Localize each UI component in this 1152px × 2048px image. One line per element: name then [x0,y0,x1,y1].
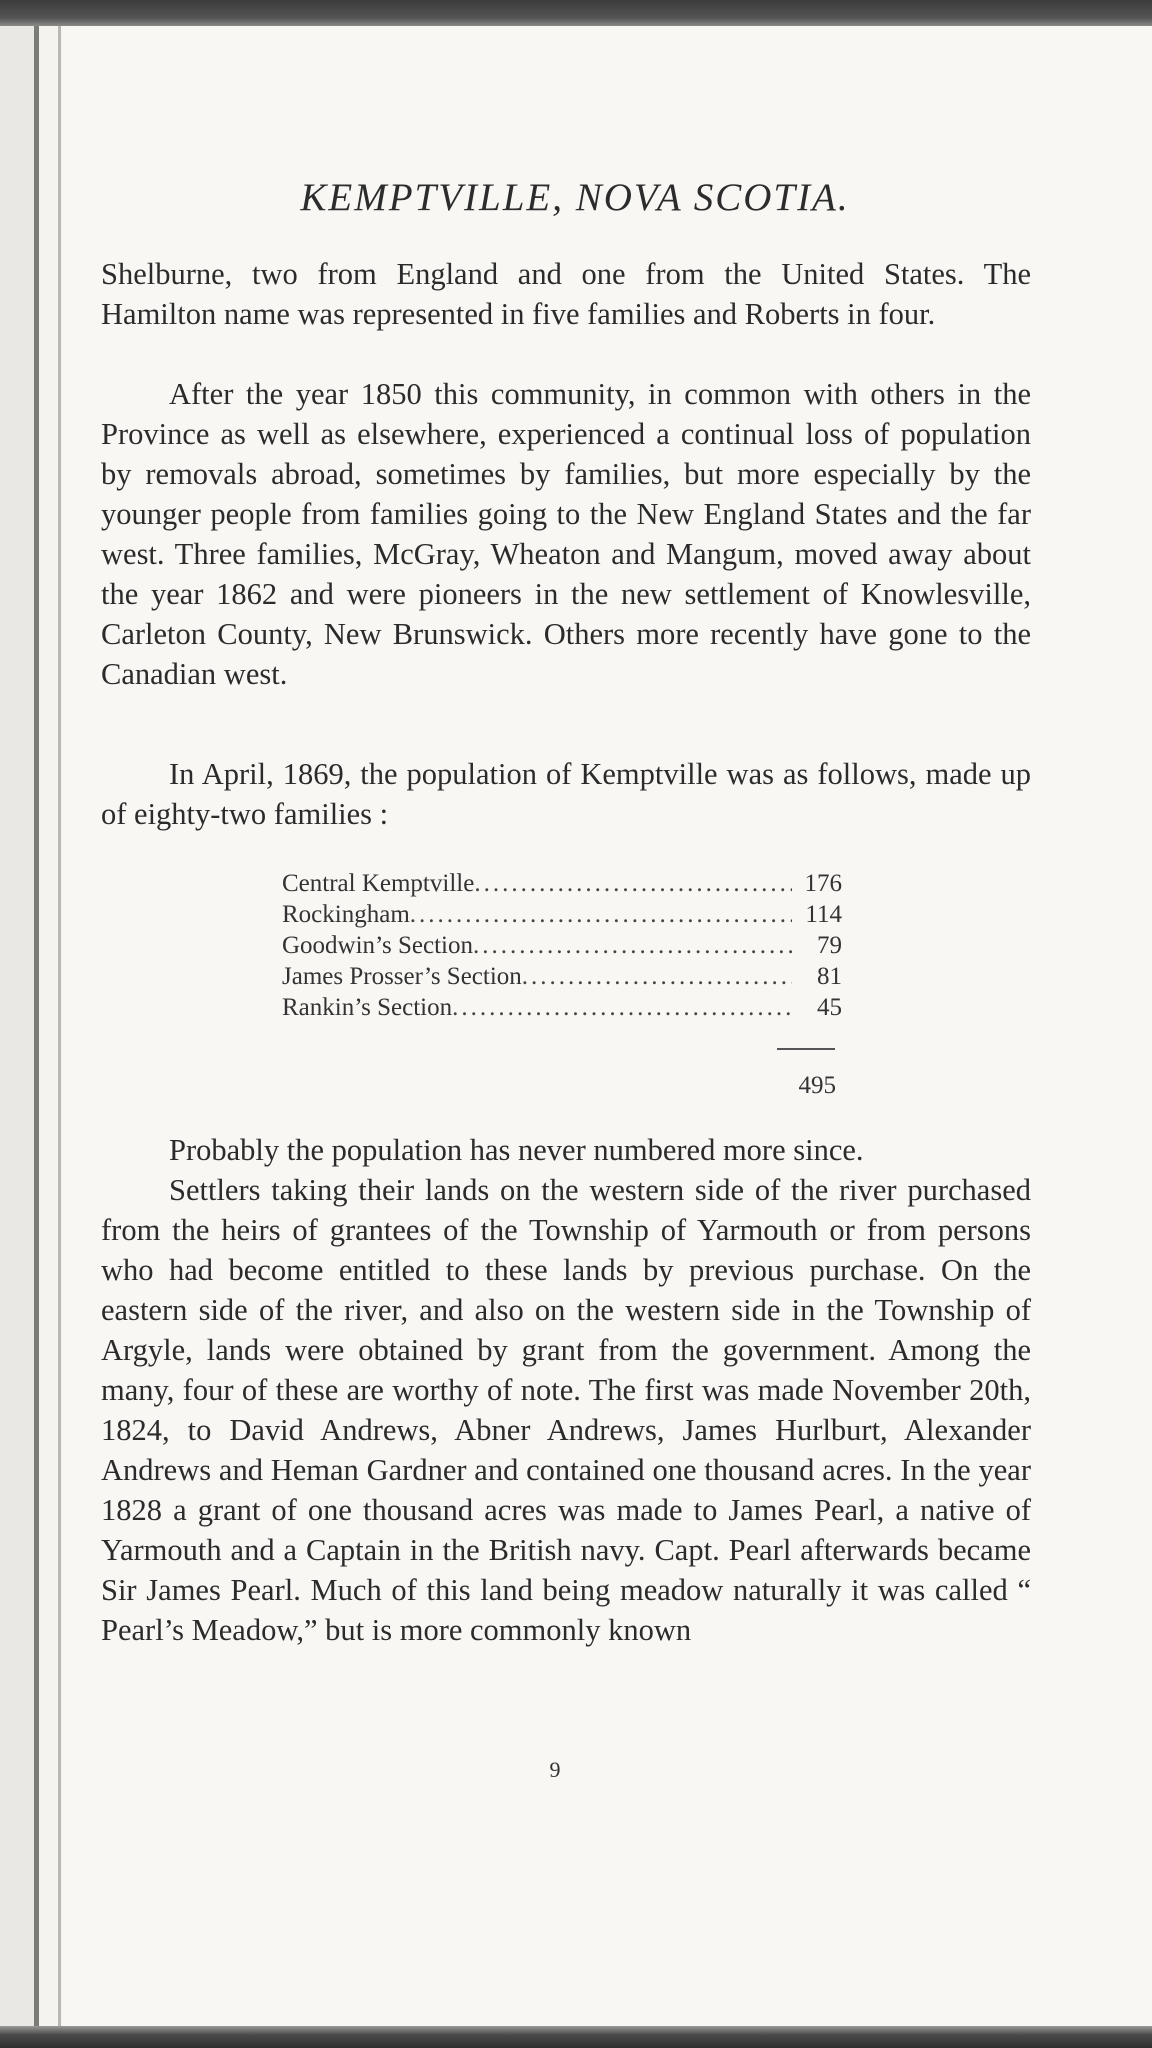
section-population: 176 [804,870,842,897]
dot-leader [473,930,792,961]
section-name: Rankin’s Section [282,994,453,1021]
running-head: KEMPTVILLE, NOVA SCOTIA. [300,176,850,219]
section-name: Goodwin’s Section [282,932,473,959]
binding-edge [34,26,39,2026]
dot-leader [452,992,792,1023]
page-number: 9 [549,1757,561,1782]
page-edge [58,26,61,2026]
section-name: James Prosser’s Section [282,963,522,990]
paragraph-4 [101,1130,1031,1650]
scan-top-edge [0,0,1152,26]
section-name: Rockingham [282,901,410,928]
population-total: 495 [798,1072,836,1099]
section-population: 81 [817,963,842,990]
paragraph-text: Settlers taking their lands on the western side of the river purchased from the heirs of grantees of the Township of Yarmouth or from persons who had become entitled to these lands by previous purchase. On the eastern side of the river, and also on the western side in the Township of Argyle, lands were obtained by grant from the government. Among the many, four of these are worthy of note. The first was made November 20th, 1824, to David Andrews, Abner Andrews, James Hurlburt, Alexander Andrews and Heman Gardner and contained one thousand acres. In the year 1828 a grant of one thousand acres was made to James Pearl, a native of Yarmouth and a Captain in the British navy. Capt. Pearl afterwards became Sir James Pearl. Much of this land being meadow naturally it was called “ Pearl’s Meadow,” but is more commonly known [101,1173,1031,1647]
paragraph-3 [101,754,1031,834]
paragraph-text: After the year 1850 this community, in common with others in the Province as well as elsewhere, experienced a continual loss of population by removals abroad, sometimes by families, but more especially by the younger people from families going to the New England States and the far west. Three families, McGray, Wheaton and Mangum, moved away about the year 1862 and were pioneers in the new settlement of Knowlesville, Carleton County, New Brunswick. Others more recently have gone to the Canadian west. [101,377,1031,691]
total-rule [777,1048,835,1050]
table-row [282,961,842,992]
dot-leader [474,868,792,899]
population-table [282,868,842,1023]
table-row [282,868,842,899]
paragraph-2 [101,374,1031,694]
paragraph-text: Probably the population has never numbered more since. [169,1133,864,1167]
section-population: 45 [817,994,842,1021]
scan-left-margin [0,26,36,2026]
section-name: Central Kemptville [282,870,475,897]
scan-bottom-edge [0,2026,1152,2048]
section-population: 79 [817,932,842,959]
table-row [282,899,842,930]
paragraph-text: In April, 1869, the population of Kemptville was as follows, made up of eighty-two families : [101,757,1031,831]
paragraph-1 [101,254,1031,334]
dot-leader [410,899,792,930]
table-row [282,992,842,1023]
table-row [282,930,842,961]
paragraph-text: Shelburne, two from England and one from the United States. The Hamilton name was represented in five families and Roberts in four. [101,257,1031,331]
section-population: 114 [805,901,842,928]
dot-leader [522,961,792,992]
